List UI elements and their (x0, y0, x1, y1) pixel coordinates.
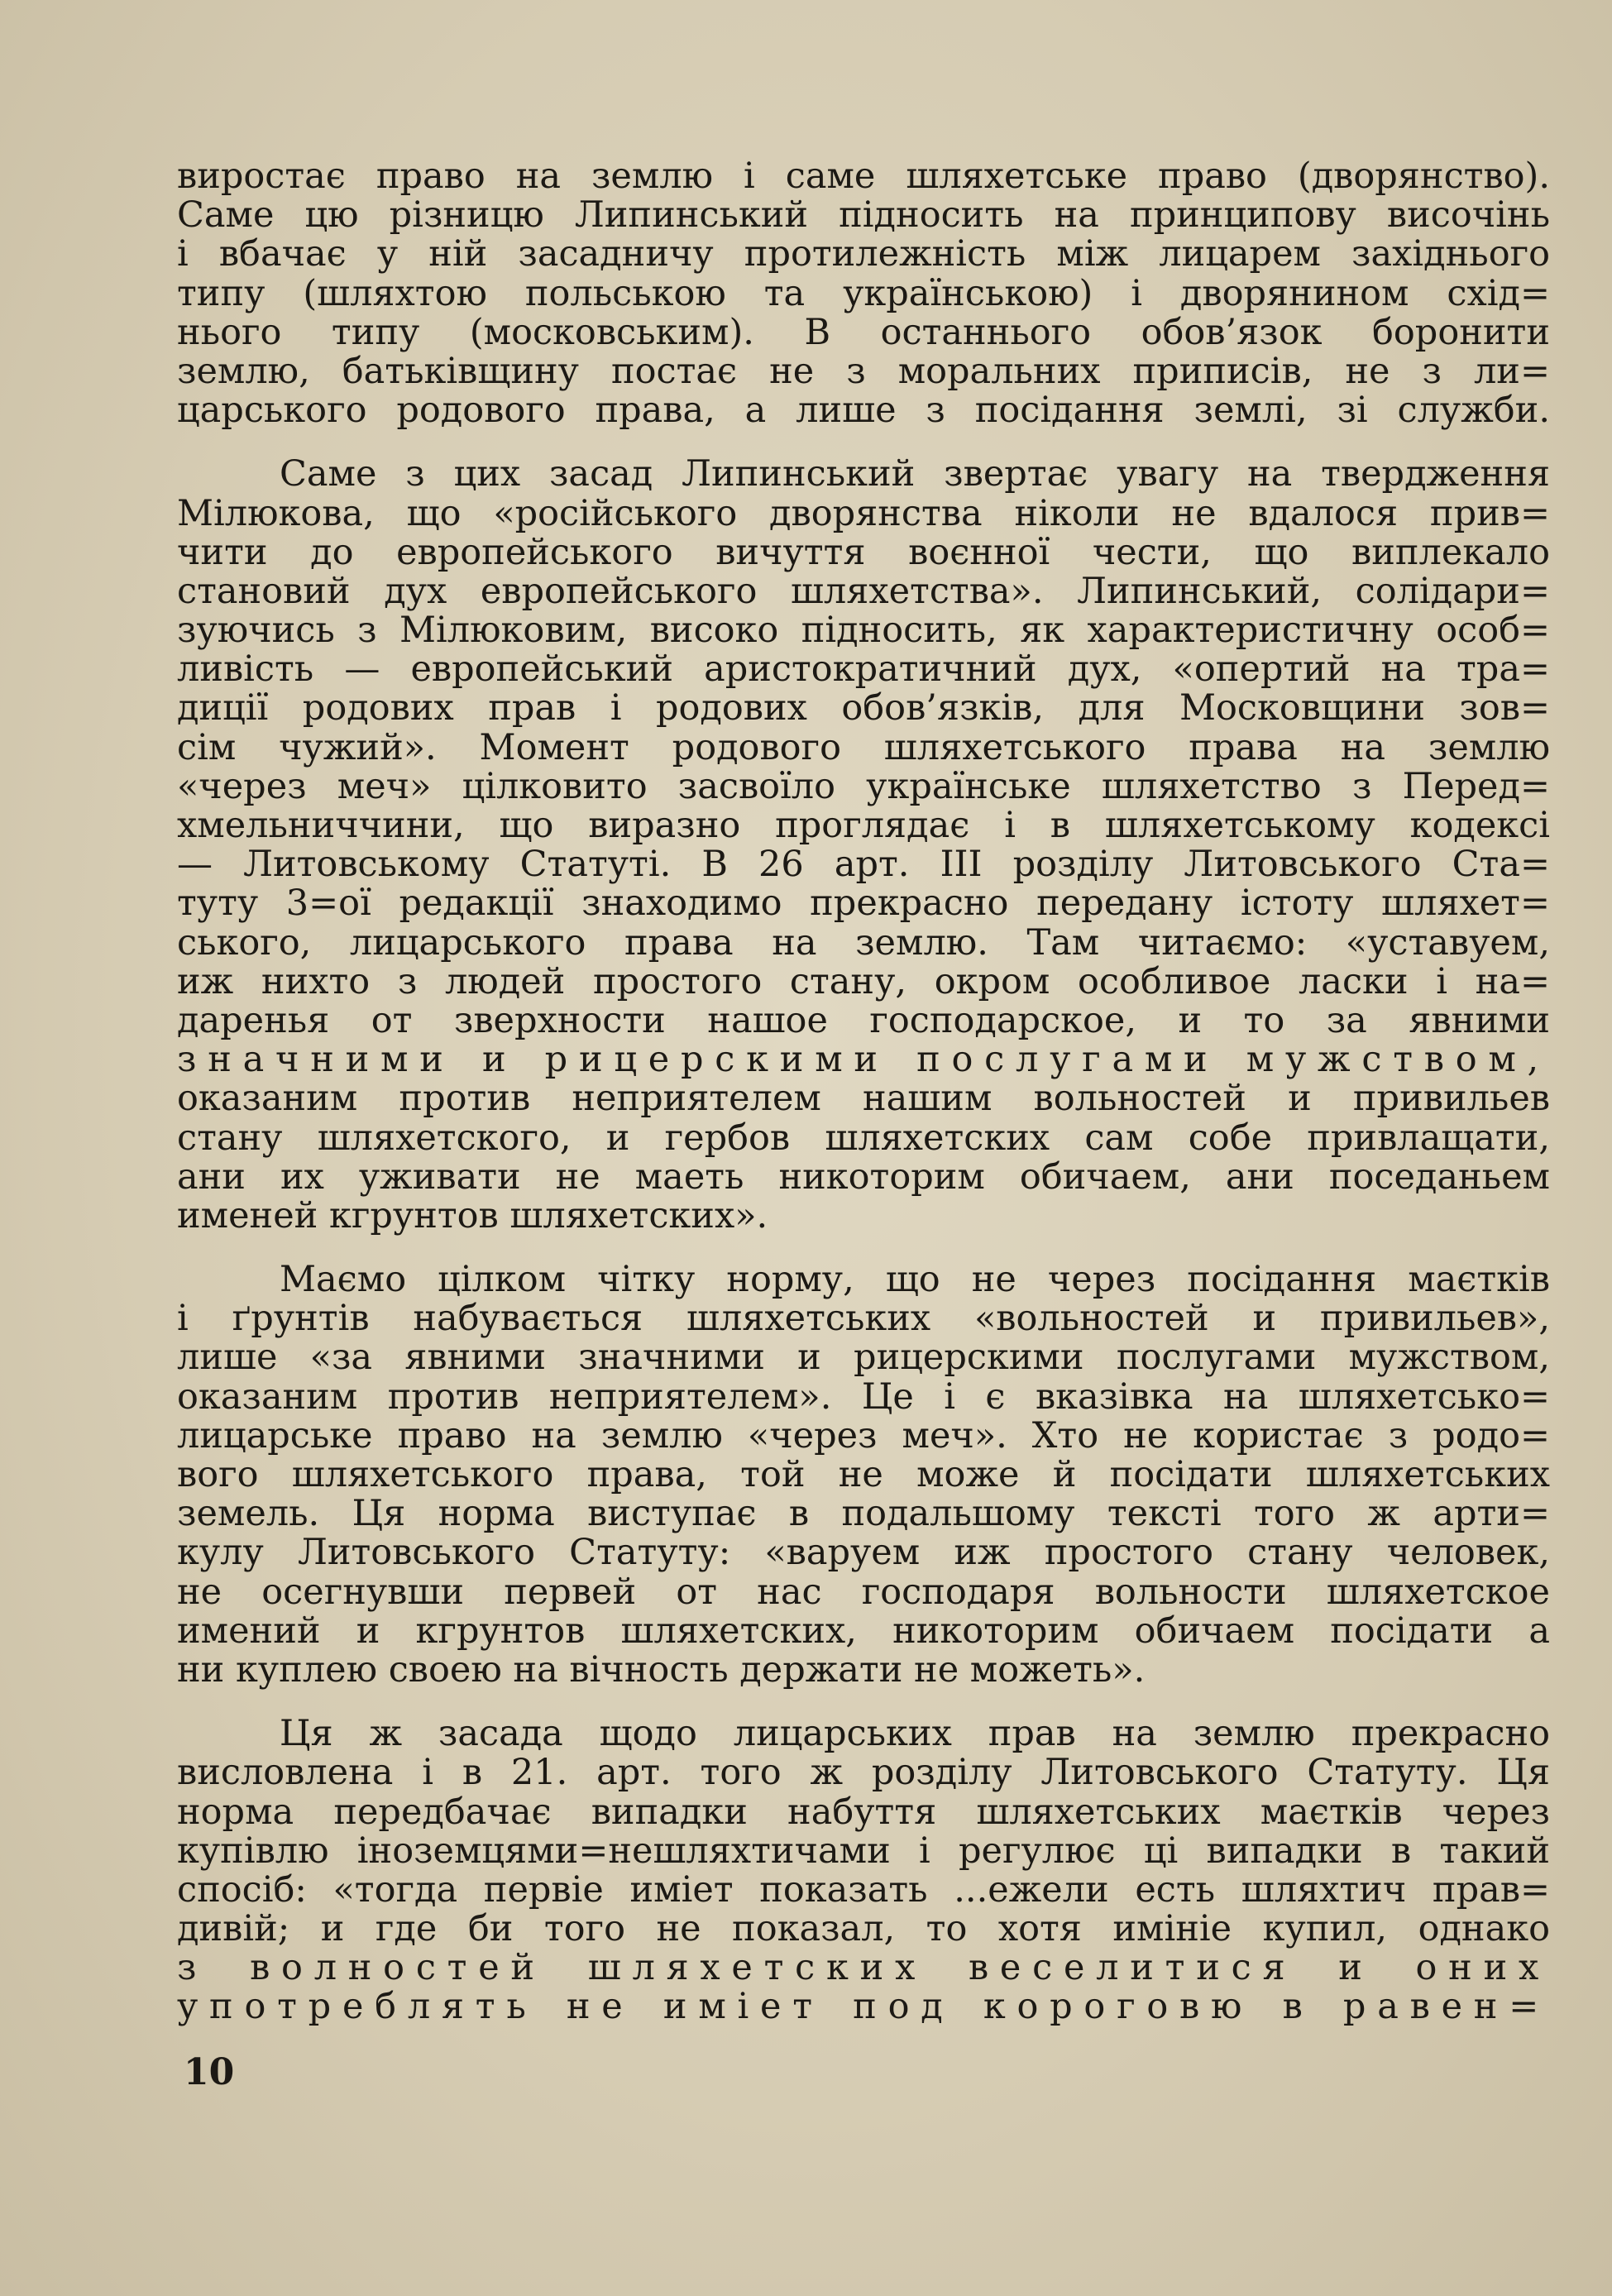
text-line: туту 3=ої редакції знаходимо прекрасно передану істоту шляхет= (177, 883, 1550, 925)
text-line: Саме з цих засад Липинський звертає увагу на твердження (280, 453, 1550, 495)
paragraph-2 (177, 455, 1550, 1236)
text-line-spaced: значними и рицерскими послугами мужством, (177, 1039, 1550, 1081)
page-number: 10 (184, 2051, 235, 2093)
text-line: типу (шляхтою польською та українською) і дворянином схід= (177, 272, 1550, 314)
text-line-spaced: з волностей шляхетских веселитися и оних (177, 1947, 1550, 1989)
text-line: сім чужий». Момент родового шляхетського права на землю (177, 726, 1550, 768)
text-line: зуючись з Мілюковим, високо підносить, як характеристичну особ= (177, 610, 1550, 652)
text-line: Маємо цілком чітку норму, що не через посідання маєтків (280, 1259, 1550, 1301)
text-line: лицарське право на землю «через меч». Хто не користає з родо= (177, 1414, 1550, 1457)
text-line: кулу Литовського Статуту: «варуем иж простого стану человек, (177, 1532, 1550, 1574)
text-line: не осегнувши первей от нас господаря вольности шляхетское (177, 1571, 1550, 1613)
paragraph-1 (177, 157, 1550, 430)
text-line: ани их уживати не маеть никоторим обичаем, ани поседаньем (177, 1155, 1550, 1198)
text-line: ни куплею своею на вічность держати не можеть». (177, 1648, 1146, 1691)
text-line: чити до европейського вичуття воєнної чести, що виплекало (177, 531, 1550, 573)
text-line: даренья от зверхности нашое господарское, и то за явними (177, 999, 1550, 1041)
paragraph-3 (177, 1260, 1550, 1690)
text-line: дивій; и где би того не показал, то хотя имініе купил, однако (177, 1908, 1550, 1950)
text-line-spaced: употреблять не иміет под короговю в равен= (177, 1986, 1550, 2028)
text-line: ського, лицарського права на землю. Там читаємо: «уставуем, (177, 921, 1550, 964)
body-text (177, 157, 1550, 2027)
text-line: диції родових прав і родових обов’язків, для Московщини зов= (177, 687, 1550, 729)
text-line: землю, батьківщину постає не з моральних приписів, не з ли= (177, 350, 1550, 392)
text-line: Саме цю різницю Липинський підносить на принципову височінь (177, 194, 1550, 237)
text-line: царського родового права, а лише з посідання землі, зі служби. (177, 390, 1550, 432)
text-line: становий дух европейського шляхетства». Липинський, солідари= (177, 570, 1550, 612)
text-line: оказаним против неприятелем нашим вольностей и привильев (177, 1078, 1550, 1120)
text-line: — Литовському Статуті. В 26 арт. III розділу Литовського Ста= (177, 844, 1550, 886)
text-line: нього типу (московським). В останнього обов’язок боронити (177, 311, 1550, 353)
text-line: норма передбачає випадки набуття шляхетських маєтків через (177, 1791, 1550, 1833)
text-line: именей кгрунтов шляхетских». (177, 1194, 768, 1236)
text-line: хмельниччини, що виразно проглядає і в шляхетському кодексі (177, 805, 1550, 846)
text-line: «через меч» цілковито засвоїло українське шляхетство з Перед= (177, 765, 1550, 807)
text-line: вого шляхетського права, той не може й посідати шляхетських (177, 1454, 1550, 1495)
text-line: висловлена і в 21. арт. того ж розділу Литовського Статуту. Ця (177, 1752, 1550, 1794)
text-line: лише «за явними значними и рицерскими послугами мужством, (177, 1337, 1550, 1379)
text-line: стану шляхетского, и гербов шляхетских сам собе привлащати, (177, 1117, 1550, 1159)
text-line: имений и кгрунтов шляхетских, никоторим обичаем посідати а (177, 1610, 1550, 1652)
text-line: і ґрунтів набувається шляхетських «вольностей и привильев», (177, 1298, 1550, 1340)
text-line: земель. Ця норма виступає в подальшому тексті того ж арти= (177, 1493, 1550, 1535)
text-line: оказаним против неприятелем». Це і є вказівка на шляхетсько= (177, 1375, 1550, 1418)
text-line: ливість — европейський аристократичний дух, «опертий на тра= (177, 648, 1550, 691)
text-line: иж нихто з людей простого стану, окром особливое ласки і на= (177, 960, 1550, 1002)
text-line: Мілюкова, що «російського дворянства ніколи не вдалося прив= (177, 492, 1550, 534)
text-line: виростає право на землю і саме шляхетське право (дворянство). (177, 155, 1550, 197)
text-line: Ця ж засада щодо лицарських прав на землю прекрасно (280, 1713, 1550, 1755)
text-line: спосіб: «тогда первіе иміет показать ...ежели есть шляхтич прав= (177, 1868, 1550, 1911)
paragraph-4 (177, 1715, 1550, 2027)
text-line: і вбачає у ній засадничу протилежність між лицарем західнього (177, 233, 1550, 275)
text-line: купівлю іноземцями=нешляхтичами і регулює ці випадки в такий (177, 1830, 1550, 1872)
